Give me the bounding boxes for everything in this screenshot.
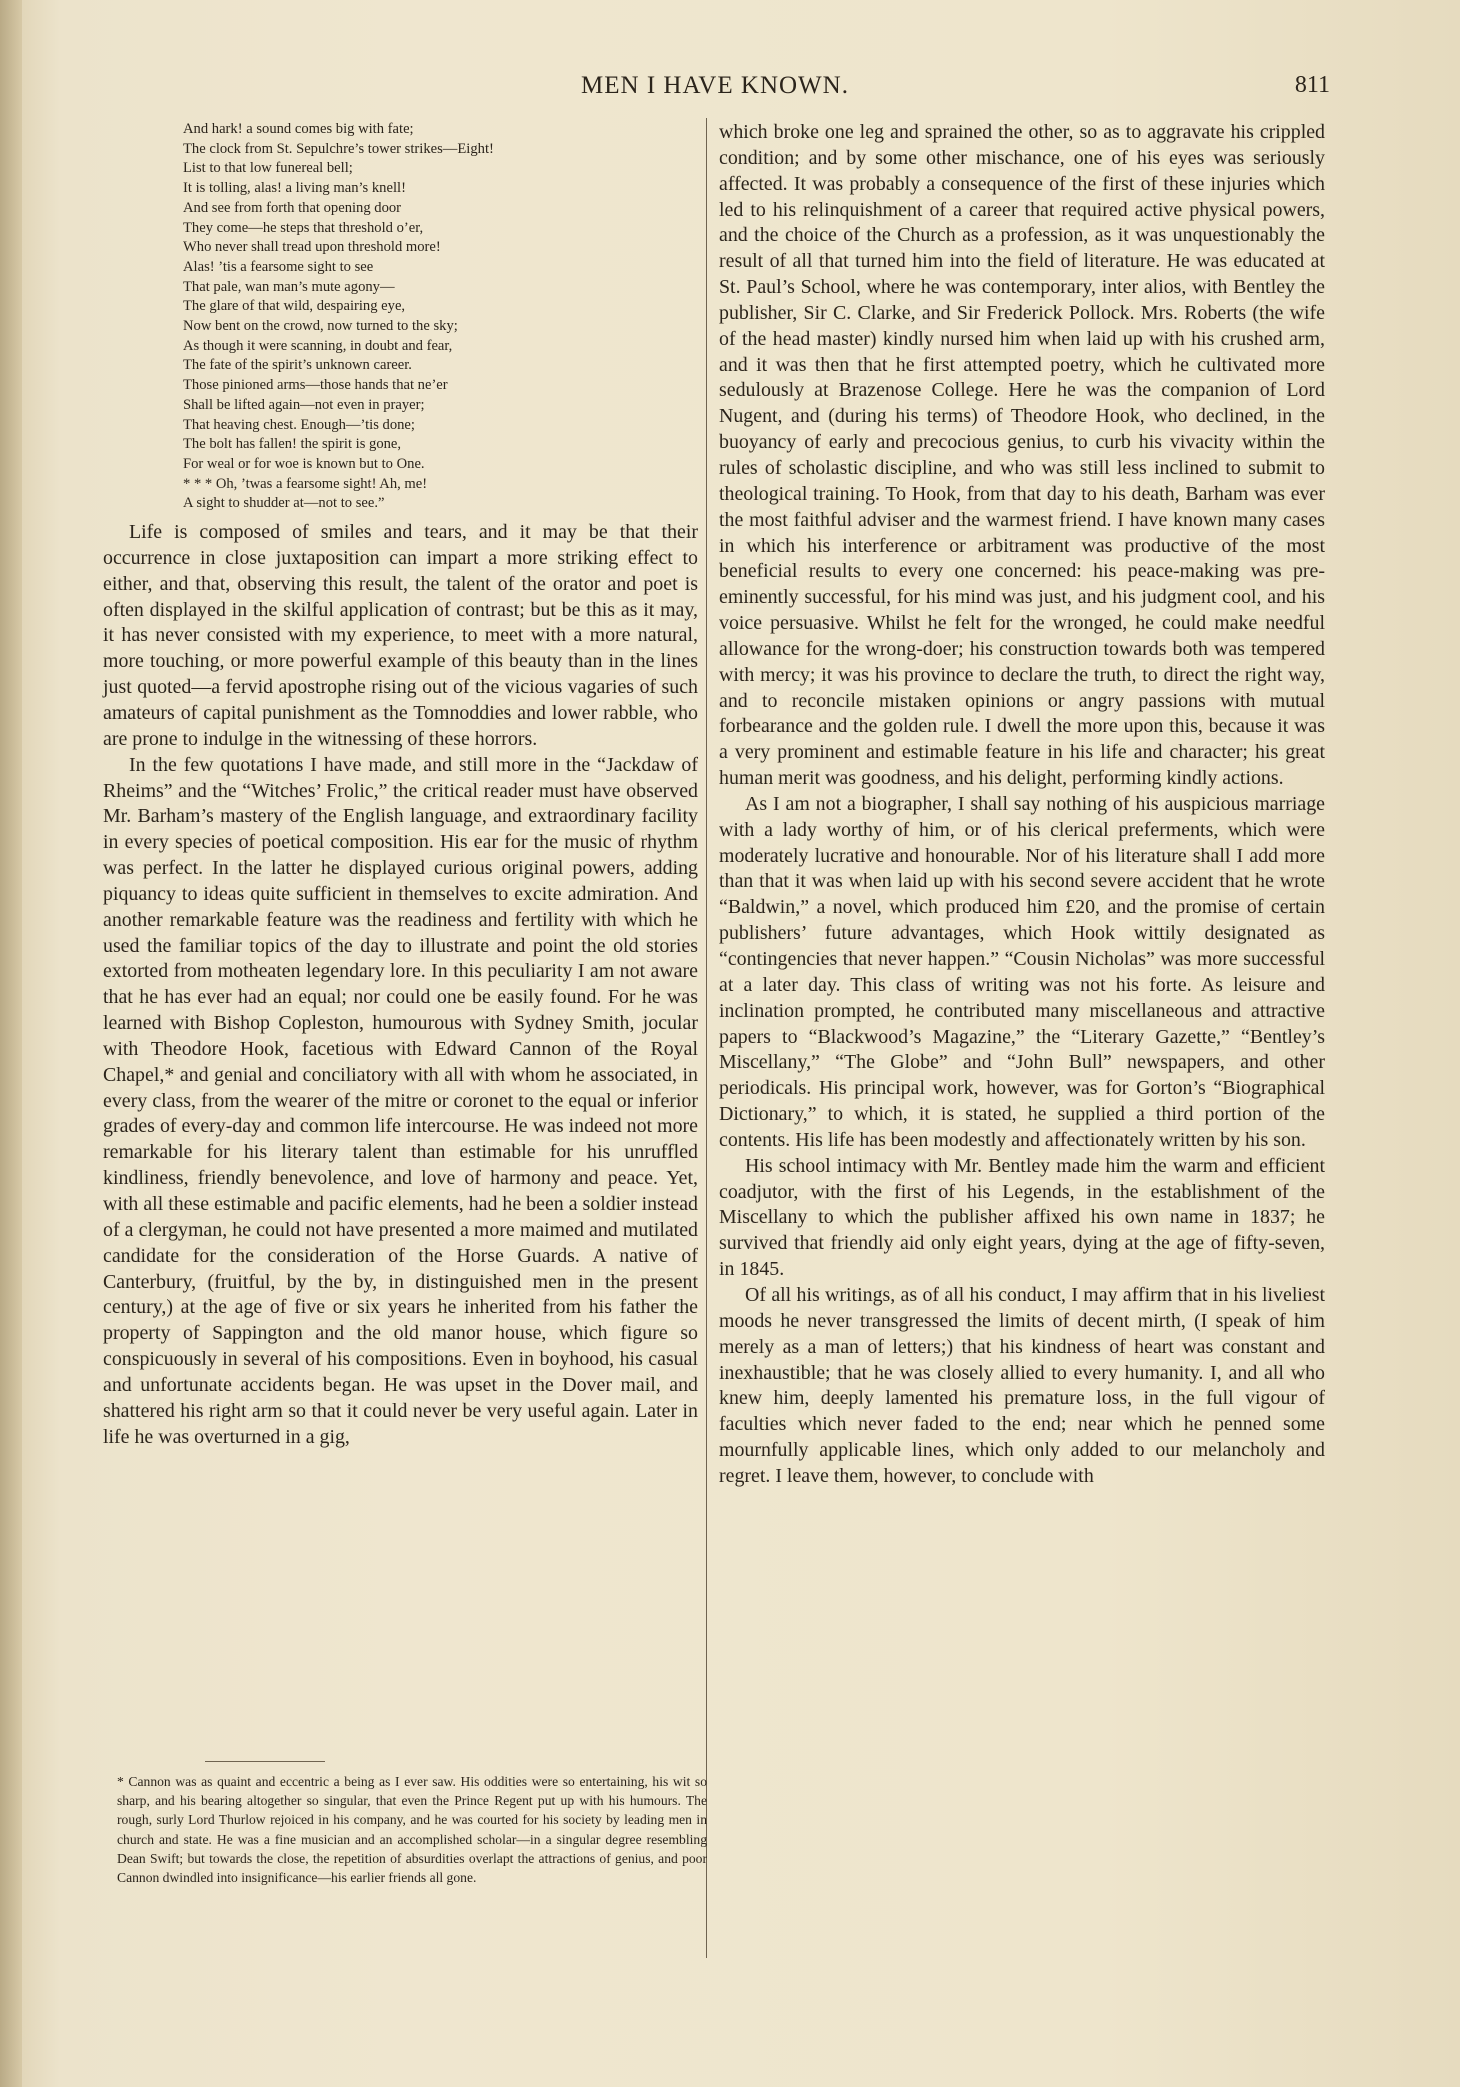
- footnote: * Cannon was as quaint and eccentric a being as I ever saw. His oddities were so entertaining, his wit so sharp, and his bearing altogether so singular, that even the Prince Regent put up with his humours. The rough, surly Lord Thurlow rejoiced in his company, and he was courted for his society by leading men in church and state. He was a fine musician and an accomplished scholar—in a singular degree resembling Dean Swift; but towards the close, the repetition of absurdities overlapt the attractions of genius, and poor Cannon dwindled into insignificance—his earlier friends all gone.: [117, 1774, 707, 1886]
- verse-line: The glare of that wild, despairing eye,: [183, 298, 406, 315]
- verse-line: Shall be lifted again—not even in prayer;: [183, 396, 425, 413]
- verse-block: [183, 120, 698, 514]
- page-number: 811: [1294, 72, 1330, 98]
- verse-line: And see from forth that opening door: [183, 199, 402, 216]
- verse-line: They come—he steps that threshold o’er,: [183, 219, 424, 236]
- page-header: [100, 72, 1330, 112]
- paragraph: His school intimacy with Mr. Bentley made him the warm and efficient coadjutor, with the first of his Legends, in the establishment of the Miscellany to which the publisher affixed his own name in 1837; he survived that friendly aid only eight years, dying at the age of fifty-seven, in 1845.: [719, 1154, 1325, 1281]
- verse-line: A sight to shudder at—not to see.”: [183, 495, 385, 512]
- footnote-rule: [205, 1761, 325, 1762]
- verse-line: The fate of the spirit’s unknown career.: [183, 357, 412, 374]
- paragraph: Of all his writings, as of all his conduct, I may affirm that in his liveliest moods he never transgressed the limits of decent mirth, (I speak of him merely as a man of letters;) that his kindness of heart was constant and inexhaustible; that he was closely allied to every humanity. I, and all who knew him, deeply lamented his premature loss, in the full vigour of faculties which never faded to the end; near which he penned some mournfully applicable lines, which only added to our melancholy and regret. I leave them, however, to conclude with: [719, 1283, 1325, 1487]
- verse-line: That heaving chest. Enough—’tis done;: [183, 416, 415, 433]
- verse-line: * * * Oh, ’twas a fearsome sight! Ah, me!: [183, 475, 428, 492]
- running-head: MEN I HAVE KNOWN.: [581, 72, 849, 99]
- paragraph: As I am not a biographer, I shall say nothing of his auspicious marriage with a lady worthy of him, or of his clerical preferments, which were moderately lucrative and honourable. Nor of his literature shall I add more than that it was when laid up with his second severe accident that he wrote “Baldwin,” a novel, which produced him £20, and the promise of certain publishers’ future advantages, which Hook wittily designated as “contingencies that never happen.” “Cousin Nicholas” was more successful at a later day. This class of writing was not his forte. As leisure and inclination prompted, he contributed many miscellaneous and attractive papers to “Blackwood’s Magazine,” the “Literary Gazette,” “Bentley’s Miscellany,” “The Globe” and “John Bull” newspapers, and other periodicals. His principal work, however, was for Gorton’s “Biographical Dictionary,” to which, it is stated, he supplied a third portion of the contents. His life has been modestly and affectionately written by his son.: [719, 792, 1325, 1151]
- verse-line: Now bent on the crowd, now turned to the sky;: [183, 318, 458, 335]
- verse-line: That pale, wan man’s mute agony—: [183, 278, 395, 295]
- verse-line: As though it were scanning, in doubt and fear,: [183, 337, 453, 354]
- paragraph: which broke one leg and sprained the other, so as to aggravate his crippled condition; and by some other mischance, one of his eyes was seriously affected. It was probably a consequence of the first of these injuries which led to his relinquishment of a career that required active physical powers, and the choice of the Church as a profession, as it was unquestionably the result of all that turned him into the field of literature. He was educated at St. Paul’s School, where he was contemporary, inter alios, with Bentley the publisher, Sir C. Clarke, and Sir Frederick Pollock. Mrs. Roberts (the wife of the head master) kindly nursed him when laid up with his crushed arm, and it was then that he first attempted poetry, which he cultivated more sedulously at Brazenose College. Here he was the companion of Lord Nugent, and (during his terms) of Theodore Hook, who declined, in the buoyancy of early and precocious genius, to curb his vivacity within the rules of scholastic discipline, and who was still less inclined to submit to theological training. To Hook, from that day to his death, Barham was ever the most faithful adviser and the warmest friend. I have known many cases in which his interference or arbitrament was productive of the most beneficial results to every one concerned: his peace-making was pre-eminently successful, for his mind was just, and his judgment cool, and his voice persuasive. Whilst he felt for the wronged, he could make needful allowance for the wrong-doer; his construction towards both was tempered with mercy; it was his province to declare the truth, to direct the right way, and to reconcile mistaken opinions or angry passions with mutual forbearance and the golden rule. I dwell the more upon this, because it was a very prominent and estimable feature in his life and character; his great human merit was goodness, and his delight, performing kindly actions.: [719, 121, 1325, 790]
- verse-line: Who never shall tread upon threshold more!: [183, 239, 441, 256]
- left-column: [103, 120, 698, 1450]
- verse-line: It is tolling, alas! a living man’s knell!: [183, 180, 406, 197]
- page-binding-edge: [0, 0, 22, 2087]
- right-column: [719, 120, 1325, 1490]
- verse-line: Those pinioned arms—those hands that ne’er: [183, 377, 448, 394]
- column-divider: [706, 118, 707, 1958]
- verse-line: And hark! a sound comes big with fate;: [183, 121, 414, 137]
- verse-line: Alas! ’tis a fearsome sight to see: [183, 258, 374, 275]
- verse-line: List to that low funereal bell;: [183, 160, 353, 177]
- paragraph: In the few quotations I have made, and still more in the “Jackdaw of Rheims” and the “Witches’ Frolic,” the critical reader must have observed Mr. Barham’s mastery of the English language, and extraordinary facility in every species of poetical composition. His ear for the music of rhythm was perfect. In the latter he displayed curious original powers, adding piquancy to ideas quite sufficient in themselves to excite admiration. And another remarkable feature was the readiness and fertility with which he used the familiar topics of the day to illustrate and point the old stories extorted from motheaten legendary lore. In this peculiarity I am not aware that he has ever had an equal; nor could one be easily found. For he was learned with Bishop Copleston, humourous with Sydney Smith, jocular with Theodore Hook, facetious with Edward Cannon of the Royal Chapel,* and genial and conciliatory with all with whom he associated, in every class, from the wearer of the mitre or coronet to the equal or inferior grades of every-day and common life intercourse. He was indeed not more remarkable for his literary talent than estimable for his unruffled kindliness, friendly benevolence, and love of harmony and peace. Yet, with all these estimable and pacific elements, had he been a soldier instead of a clergyman, he could not have presented a more maimed and mutilated candidate for the consideration of the Horse Guards. A native of Canterbury, (fruitful, by the by, in distinguished men in the present century,) at the age of five or six years he inherited from his father the property of Sappington and the old manor house, which figure so conspicuously in several of his compositions. Even in boyhood, his casual and unfortunate accidents began. He was upset in the Dover mail, and shattered his right arm so that it could never be very useful again. Later in life he was overturned in a gig,: [103, 753, 698, 1448]
- verse-line: For weal or for woe is known but to One.: [183, 455, 425, 472]
- paragraph: Life is composed of smiles and tears, and it may be that their occurrence in close juxtaposition can impart a more striking effect to either, and that, observing this result, the talent of the orator and poet is often displayed in the skilful application of contrast; but be this as it may, it has never consisted with my experience, to meet with a more natural, more touching, or more powerful example of this beauty than in the lines just quoted—a fervid apostrophe rising out of the vicious vagaries of such amateurs of capital punishment as the Tomnoddies and lower rabble, who are prone to indulge in the witnessing of these horrors.: [103, 521, 698, 750]
- verse-line: The clock from St. Sepulchre’s tower strikes—Eight!: [183, 140, 494, 157]
- verse-line: The bolt has fallen! the spirit is gone,: [183, 436, 402, 453]
